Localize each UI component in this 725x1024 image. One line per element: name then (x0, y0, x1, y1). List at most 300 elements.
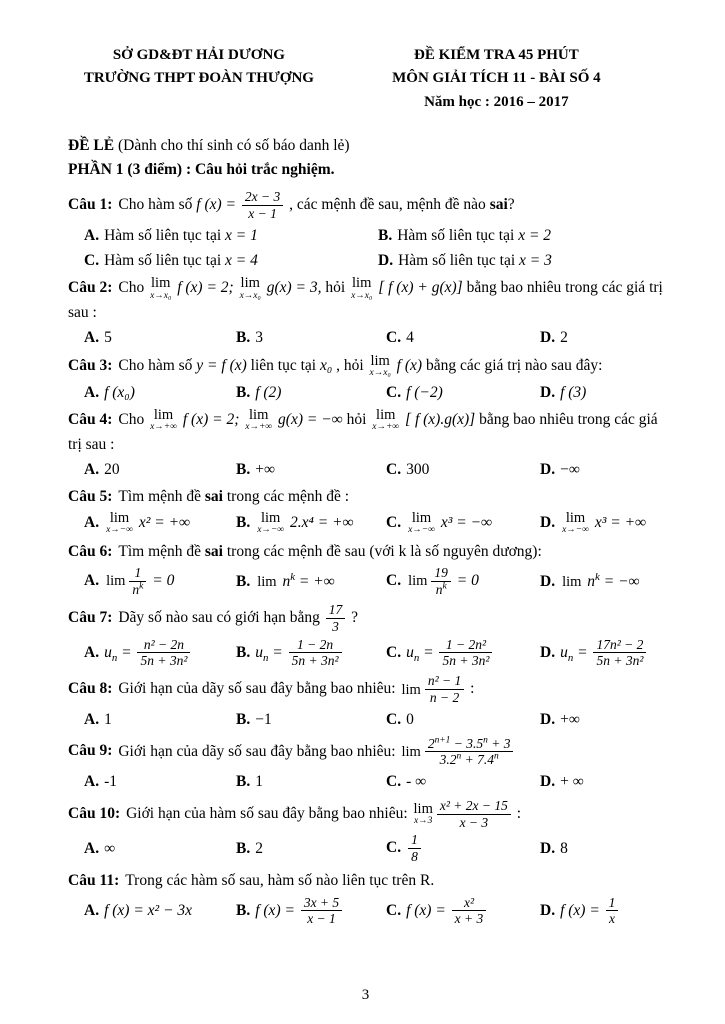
question-stem (68, 540, 663, 563)
option (386, 326, 536, 349)
math-text: = (573, 643, 592, 661)
option (236, 637, 382, 670)
text: Giới hạn của dãy số sau đây bằng bao nhiêu: (118, 742, 400, 760)
option (386, 511, 536, 536)
text: Tìm mệnh đề (118, 488, 205, 506)
limit-operator (257, 575, 276, 590)
option-label: C. (386, 383, 402, 401)
question (68, 736, 663, 794)
option (84, 326, 232, 349)
math-text: u (560, 643, 568, 661)
math-text: n (435, 581, 443, 597)
fraction-denominator: x − 3 (437, 814, 511, 831)
text: +∞ (255, 461, 276, 479)
text: -1 (104, 773, 117, 791)
text: Cho (118, 410, 149, 428)
option (236, 458, 382, 481)
limit-subscript: x→−∞ (106, 525, 133, 536)
option-label: D. (540, 461, 556, 479)
question-label: Câu 3: (68, 356, 113, 374)
question-label: Câu 6: (68, 542, 113, 560)
variant-line (68, 134, 663, 158)
limit-operator (372, 408, 399, 433)
question-stem (68, 189, 663, 222)
limit-word: lim (401, 681, 421, 698)
limit-operator (562, 575, 581, 590)
text: 8 (560, 840, 568, 858)
fraction (431, 565, 451, 598)
school-block (68, 44, 330, 114)
fraction-numerator: 3x + 5 (303, 894, 340, 910)
question-label: Câu 7: (68, 608, 113, 626)
fraction (289, 637, 342, 670)
exam-title-block (330, 44, 663, 114)
limit-subscript: x→+∞ (372, 422, 400, 433)
limit-operator (401, 745, 420, 760)
limit-subscript: x→−∞ (408, 525, 435, 536)
math-text: = (419, 643, 438, 661)
fraction-denominator (425, 751, 514, 768)
fraction-numerator: 1 (411, 832, 418, 848)
question-label: Câu 2: (68, 279, 113, 297)
option (84, 565, 232, 598)
question (68, 189, 663, 272)
fraction-numerator: x² + 2x − 15 (439, 797, 508, 813)
option-label: B. (236, 711, 251, 729)
option-label: B. (236, 572, 251, 590)
question-label: Câu 4: (68, 410, 113, 428)
question (68, 276, 663, 350)
option (378, 249, 663, 272)
superscript: k (595, 570, 600, 583)
question-stem (68, 673, 663, 706)
math-text: f (x) = (255, 901, 299, 919)
fraction (129, 565, 146, 598)
option-label: D. (378, 251, 394, 269)
options-grid (68, 708, 663, 731)
question-stem (68, 408, 663, 456)
fraction-numerator: 17 (328, 601, 343, 617)
school-name: TRƯỜNG THPT ĐOÀN THƯỢNG (83, 70, 314, 87)
limit-word: lim (109, 509, 130, 526)
question (68, 673, 663, 731)
options-grid (68, 770, 663, 793)
option (84, 458, 232, 481)
math-text: g(x) = −∞ (274, 410, 343, 428)
option (540, 511, 663, 536)
option (540, 895, 663, 928)
option-label: D. (540, 773, 556, 791)
text: 2 (255, 840, 263, 858)
text: Hàm số liên tục tại (398, 251, 520, 269)
math-text: x³ = +∞ (590, 513, 647, 531)
fraction-numerator: n² − 1 (427, 673, 462, 689)
option-label: A. (84, 840, 100, 858)
fraction-denominator: 3 (326, 618, 346, 635)
math-text: − 3.5 (450, 735, 484, 751)
text: : (512, 804, 522, 822)
page-footer (68, 987, 663, 1010)
text: ? (347, 608, 358, 626)
question-label: Câu 8: (68, 680, 113, 698)
text: Hàm số liên tục tại (104, 226, 226, 244)
limit-subscript: x→x₀ (351, 290, 373, 301)
option (84, 770, 232, 793)
math-text: [ f (x) + g(x)] (374, 279, 463, 297)
subscript: n (111, 651, 118, 664)
fraction (301, 895, 342, 928)
question-label: Câu 11: (68, 872, 120, 890)
text: Hàm số liên tục tại (104, 251, 226, 269)
option (236, 837, 382, 860)
question (68, 869, 663, 927)
math-text: x³ = −∞ (436, 513, 493, 531)
option (386, 458, 536, 481)
options-grid (68, 832, 663, 865)
fraction-numerator: 1 − 2n (297, 636, 334, 652)
page-number: 3 (361, 987, 370, 1003)
question (68, 602, 663, 670)
limit-subscript: x→−∞ (562, 525, 589, 536)
limit-operator (408, 511, 435, 536)
text: 4 (406, 329, 414, 347)
school-year: Năm học : 2016 – 2017 (424, 93, 569, 110)
question-stem (68, 276, 663, 324)
option-label: B. (236, 773, 251, 791)
text: trong các mệnh đề sau (với k là số nguyên dương): (222, 542, 542, 560)
option (386, 381, 536, 404)
superscript: k (442, 581, 447, 592)
limit-operator (562, 511, 589, 536)
option (386, 895, 536, 928)
option-label: C. (386, 901, 402, 919)
limit-subscript: x→3 (413, 816, 433, 827)
limit-word: lim (249, 406, 269, 423)
subscript: n (567, 651, 574, 664)
text: ∞ (104, 840, 116, 858)
text: hỏi (342, 410, 371, 428)
text: 5 (104, 329, 112, 347)
limit-operator (106, 511, 133, 536)
fraction-denominator: x − 1 (242, 205, 283, 222)
option-label: C. (386, 513, 402, 531)
option (84, 708, 232, 731)
math-text: x² = +∞ (134, 513, 191, 531)
limit-operator (106, 574, 125, 589)
questions-list (68, 185, 663, 928)
limit-operator (414, 802, 433, 827)
fraction-denominator: x + 3 (452, 910, 487, 927)
limit-operator (245, 408, 272, 433)
bold-text: sai (204, 488, 223, 506)
fraction-denominator: x − 1 (301, 910, 342, 927)
text: −1 (255, 711, 272, 729)
math-text: x₀ (319, 356, 333, 374)
question (68, 540, 663, 598)
option-label: B. (236, 513, 251, 531)
fraction-numerator: 1 − 2n² (445, 636, 487, 652)
math-text: u (406, 643, 414, 661)
option (236, 381, 382, 404)
math-text: f (x₀) (104, 383, 135, 401)
option-label: D. (540, 840, 556, 858)
math-text: f (x) = 2; (173, 279, 238, 297)
limit-word: lim (401, 743, 421, 760)
question-label: Câu 5: (68, 488, 113, 506)
text: liên tục tại (246, 356, 320, 374)
fraction-denominator: 5n + 3n² (439, 652, 492, 669)
option (84, 511, 232, 536)
limit-word: lim (151, 275, 171, 292)
option-label: A. (84, 461, 100, 479)
option-label: B. (236, 329, 251, 347)
fraction-numerator (425, 736, 514, 752)
question-label: Câu 1: (68, 195, 113, 213)
math-text: x = 2 (518, 226, 552, 244)
option (386, 832, 536, 865)
math-text: x = 1 (225, 226, 258, 244)
fraction (437, 798, 511, 831)
math-text: [ f (x).g(x)] (401, 410, 476, 428)
math-text: u (104, 643, 112, 661)
math-text: f (x) = (406, 901, 450, 919)
options-grid (68, 458, 663, 481)
limit-word: lim (562, 573, 582, 590)
limit-operator (370, 354, 391, 379)
limit-operator (257, 511, 284, 536)
text: +∞ (560, 711, 580, 729)
option (236, 326, 382, 349)
limit-subscript: x→+∞ (245, 422, 273, 433)
fraction (425, 736, 514, 769)
part1-heading: PHẦN 1 (3 điểm) : Câu hỏi trắc nghiệm. (68, 160, 335, 178)
math-text: f (x) = x² − 3x (104, 902, 193, 920)
exam-title: ĐỀ KIỂM TRA 45 PHÚT (414, 47, 579, 63)
option-label: C. (84, 251, 100, 269)
math-text: f (x) = (196, 195, 240, 213)
limit-operator (351, 276, 372, 301)
text: bằng bao nhiêu trong các giá trị sau : (68, 410, 658, 453)
fraction-numerator: 1 (608, 894, 616, 910)
option-label: A. (84, 226, 100, 244)
options-grid (68, 637, 663, 670)
text: 1 (104, 711, 112, 729)
superscript: n+1 (434, 735, 451, 745)
math-text: f (x) = 2; (178, 410, 244, 428)
option-label: D. (540, 329, 556, 347)
text: 0 (406, 711, 414, 729)
option (84, 224, 374, 247)
option (540, 326, 663, 349)
options-grid (68, 565, 663, 598)
text: 2 (560, 329, 568, 347)
fraction-denominator: x (606, 910, 619, 927)
text: −∞ (560, 461, 580, 479)
question-stem (68, 602, 663, 635)
option-label: D. (540, 513, 556, 531)
fraction (137, 637, 190, 670)
option (84, 637, 232, 670)
option-label: B. (236, 901, 251, 919)
option (84, 249, 374, 272)
math-text: = +∞ (295, 572, 335, 590)
question (68, 798, 663, 866)
options-grid (68, 511, 663, 536)
option (540, 458, 663, 481)
limit-word: lim (376, 406, 396, 423)
text: hỏi (321, 279, 350, 297)
question-label: Câu 9: (68, 742, 113, 760)
option (236, 570, 382, 593)
limit-word: lim (257, 573, 277, 590)
option-label: D. (540, 643, 556, 661)
fraction-denominator (431, 581, 451, 598)
question-stem (68, 736, 663, 769)
option-label: C. (386, 643, 402, 661)
option (540, 770, 663, 793)
option (540, 570, 663, 593)
text: Cho hàm số (118, 195, 197, 213)
fraction (425, 673, 464, 706)
options-grid (68, 895, 663, 928)
text: : (466, 680, 475, 698)
option-label: C. (386, 839, 402, 857)
math-text: = (268, 643, 287, 661)
fraction-denominator: n − 2 (425, 689, 464, 706)
math-text: u (255, 643, 263, 661)
question (68, 354, 663, 404)
text: ? (507, 195, 515, 213)
text: , các mệnh đề sau, mệnh đề nào (285, 195, 490, 213)
option (236, 770, 382, 793)
question-stem (68, 354, 663, 379)
option-label: B. (236, 840, 251, 858)
math-text: f (x) (392, 356, 423, 374)
math-text: n (278, 572, 291, 590)
fraction (242, 189, 283, 222)
bold-text: sai (489, 195, 508, 213)
math-text: 2 (427, 735, 435, 751)
option-label: B. (236, 383, 251, 401)
option-label: C. (386, 329, 402, 347)
fraction (452, 895, 487, 928)
exam-subject: MÔN GIẢI TÍCH 11 - BÀI SỐ 4 (392, 70, 601, 87)
text: , hỏi (332, 356, 368, 374)
option (386, 637, 536, 670)
option-label: D. (540, 901, 556, 919)
options-grid (68, 224, 663, 273)
text: bằng các giá trị nào sau đây: (422, 356, 603, 374)
fraction-numerator: n² − 2n (143, 636, 185, 652)
limit-word: lim (261, 509, 281, 526)
option-label: B. (378, 226, 393, 244)
math-text: f (x) = (560, 901, 604, 919)
fraction-numerator: 19 (434, 564, 448, 580)
option (386, 770, 536, 793)
option-label: A. (84, 773, 100, 791)
fraction-denominator: 5n + 3n² (137, 652, 190, 669)
math-text: 3.2 (439, 752, 457, 768)
option-label: C. (386, 711, 402, 729)
text: Dãy số nào sau có giới hạn bằng (118, 608, 324, 626)
superscript: k (139, 581, 144, 592)
math-text: g(x) = 3, (262, 279, 322, 297)
option-label: A. (84, 711, 100, 729)
option (386, 565, 536, 598)
option (84, 381, 232, 404)
limit-subscript: x→x₀ (369, 368, 391, 379)
limit-operator (150, 276, 171, 301)
variant-label: ĐỀ LẺ (68, 136, 115, 154)
limit-word: lim (370, 352, 390, 369)
limit-word: lim (413, 800, 433, 817)
option-label: D. (540, 572, 556, 590)
bold-text: sai (204, 542, 223, 560)
header (68, 44, 663, 114)
fraction-numerator: 2x − 3 (244, 188, 281, 204)
limit-operator (408, 574, 427, 589)
option (236, 708, 382, 731)
option (236, 895, 382, 928)
superscript: n (483, 735, 488, 745)
question-label: Câu 10: (68, 804, 121, 822)
math-text: = (117, 643, 136, 661)
option-label: B. (236, 643, 251, 661)
option (540, 637, 663, 670)
text: - ∞ (406, 773, 427, 791)
limit-subscript: x→−∞ (257, 525, 285, 536)
fraction (593, 637, 646, 670)
option-label: D. (540, 383, 556, 401)
math-text: 2.x⁴ = +∞ (286, 513, 354, 531)
option-label: A. (84, 513, 100, 531)
math-text: = 0 (452, 571, 479, 589)
math-text: = −∞ (599, 572, 640, 590)
option (236, 511, 382, 536)
superscript: n (493, 751, 499, 762)
subscript: n (262, 651, 269, 664)
limit-word: lim (408, 573, 428, 590)
question-stem (68, 869, 663, 892)
question (68, 485, 663, 535)
text: 300 (406, 461, 430, 479)
option-label: C. (386, 571, 402, 589)
limit-word: lim (106, 573, 126, 590)
option-label: A. (84, 571, 100, 589)
fraction (606, 895, 619, 928)
text: Tìm mệnh đề (118, 542, 205, 560)
text: Hàm số liên tục tại (397, 226, 519, 244)
limit-operator (240, 276, 261, 301)
text: Cho (118, 279, 149, 297)
option-label: D. (540, 711, 556, 729)
option-label: A. (84, 383, 100, 401)
superscript: k (290, 570, 296, 583)
fraction-denominator (129, 581, 146, 598)
intro-block (68, 134, 663, 182)
text: trong các mệnh đề : (222, 488, 350, 506)
option-label: C. (386, 461, 402, 479)
math-text: n (583, 572, 596, 590)
option (540, 837, 663, 860)
math-text: n (132, 581, 140, 597)
variant-note: (Dành cho thí sinh có số báo danh lẻ) (114, 136, 350, 154)
option-label: C. (386, 773, 402, 791)
limit-operator (401, 683, 420, 698)
math-text: + 7.4 (461, 752, 494, 768)
fraction (408, 832, 421, 865)
text: bằng bao nhiêu trong các giá trị sau : (68, 279, 663, 322)
